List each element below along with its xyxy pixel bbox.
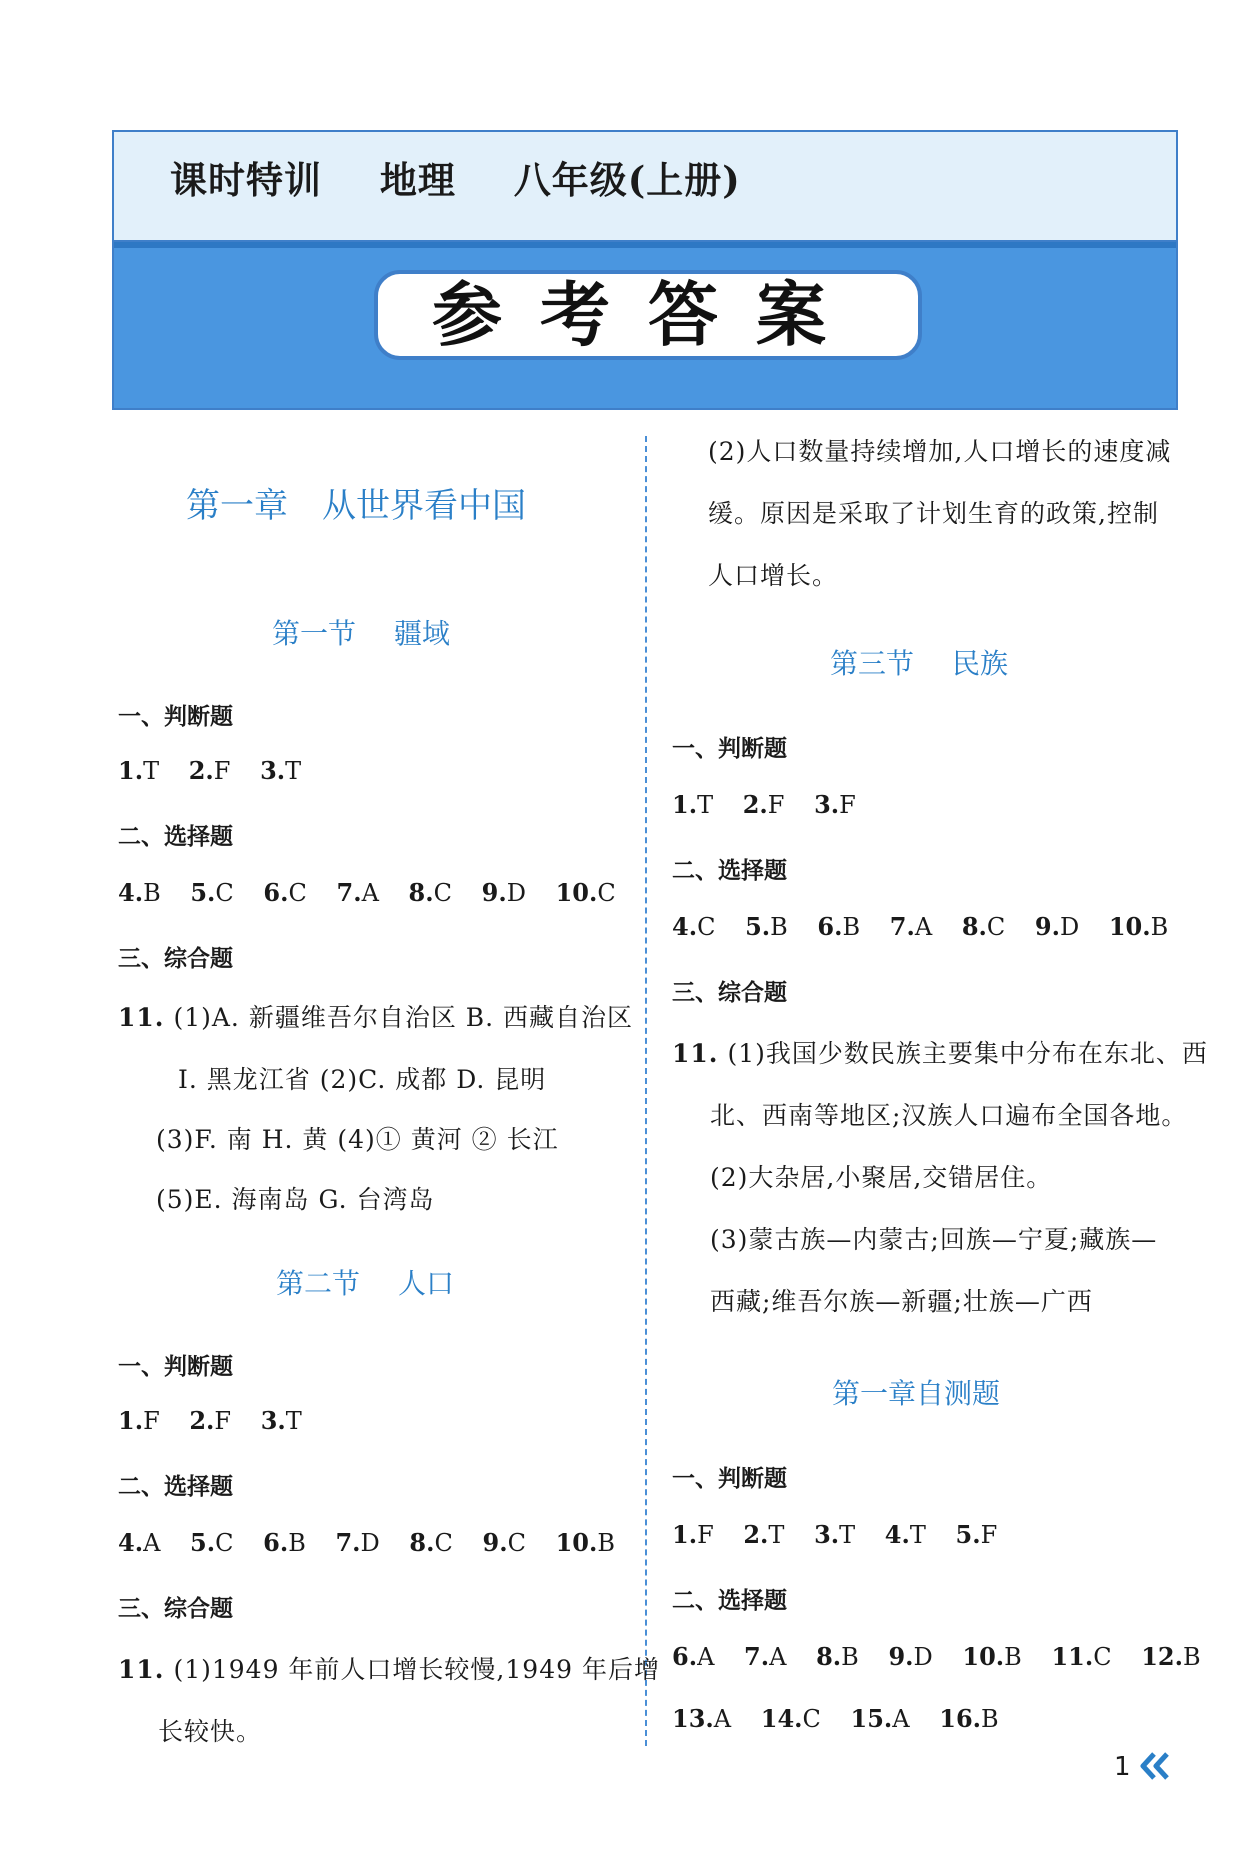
answer-item: 9.D (1034, 912, 1080, 941)
answer-item: 12.B (1141, 1642, 1201, 1671)
subject-name: 地理 (379, 158, 456, 202)
answer-item: 7.A (336, 878, 379, 907)
answer-item: 5.C (190, 878, 234, 907)
section-title (272, 612, 450, 652)
answer-item: 1.F (118, 1406, 160, 1435)
answer-item: 10.B (1108, 912, 1169, 941)
answer-item: 4.C (672, 912, 716, 941)
answer-item: 9.D (888, 1642, 933, 1671)
section-title (830, 642, 1008, 682)
answer-item: 16.B (939, 1704, 999, 1733)
book-info (170, 150, 785, 204)
answer-row (672, 912, 1190, 941)
answer-item: 3.F (814, 790, 856, 819)
answer-item: 4.A (118, 1528, 161, 1557)
answer-text-line: 缓。原因是采取了计划生育的政策,控制 (708, 499, 1159, 528)
answer-item: 6.A (672, 1642, 715, 1671)
question-type-heading: 一、判断题 (118, 1354, 233, 1380)
section-name: 民族 (952, 647, 1009, 680)
question-type-heading: 三、综合题 (118, 1596, 233, 1622)
answer-row (672, 1520, 1019, 1549)
answer-item: 4.T (884, 1520, 926, 1549)
answer-item: 3.T (260, 756, 302, 785)
answer-text-line: 11. (1)1949 年前人口增长较慢,1949 年后增 (118, 1655, 660, 1684)
answer-item: 5.B (745, 912, 788, 941)
answer-text-line: 西藏;维吾尔族—新疆;壮族—广西 (710, 1287, 1093, 1316)
answer-text-line: (2)大杂居,小聚居,交错居住。 (710, 1163, 1053, 1192)
answer-item: 1.T (118, 756, 160, 785)
answer-item: 2.F (188, 756, 231, 785)
series-name: 课时特训 (170, 158, 322, 202)
answer-text-line: 北、西南等地区;汉族人口遍布全国各地。 (710, 1101, 1188, 1130)
section-title: 第一章自测题 (832, 1377, 1001, 1410)
answer-item: 3.T (260, 1406, 302, 1435)
answer-item: 10.B (555, 1528, 615, 1557)
answer-item: 1.F (672, 1520, 714, 1549)
section-number: 第三节 (830, 647, 915, 680)
answer-item: 14.C (760, 1704, 821, 1733)
answer-item: 7.A (889, 912, 933, 941)
answer-text-line: (3)F. 南 H. 黄 (4)① 黄河 ② 长江 (156, 1125, 559, 1154)
answer-item: 8.C (409, 1528, 453, 1557)
section-number: 第一节 (272, 617, 357, 650)
question-type-heading: 三、综合题 (118, 946, 233, 972)
answer-item: 9.D (481, 878, 526, 907)
section-number: 第二节 (276, 1267, 361, 1300)
double-chevron-left-icon (1138, 1750, 1172, 1782)
answer-item: 13.A (672, 1704, 732, 1733)
page-title: 参考答案 (374, 270, 922, 360)
question-type-heading: 二、选择题 (672, 1588, 787, 1614)
answer-item: 15.A (850, 1704, 910, 1733)
page-number: 1 (1114, 1752, 1131, 1782)
answer-item: 7.A (744, 1642, 787, 1671)
chapter-number: 第一章 (186, 486, 288, 526)
answer-item: 8.C (408, 878, 452, 907)
header-box (112, 130, 1178, 410)
question-type-heading: 二、选择题 (118, 1474, 233, 1500)
answer-item: 2.T (743, 1520, 785, 1549)
answer-item: 2.F (742, 790, 785, 819)
answer-item: 4.B (118, 878, 161, 907)
column-divider (645, 436, 647, 1746)
answer-item: 10.C (555, 878, 616, 907)
answer-item: 6.C (263, 878, 307, 907)
answer-item: 5.F (955, 1520, 998, 1549)
answer-text-line: (2)人口数量持续增加,人口增长的速度减 (708, 437, 1172, 466)
answer-text-line: 人口增长。 (708, 561, 839, 590)
answer-row (118, 878, 638, 907)
grade-name: 八年级(上册) (513, 158, 741, 202)
answer-item: 7.D (335, 1528, 380, 1557)
answer-row (672, 790, 878, 819)
question-type-heading: 三、综合题 (672, 980, 787, 1006)
answer-text-line: 长较快。 (158, 1717, 263, 1746)
answer-item: 8.C (961, 912, 1006, 941)
answer-row (672, 1642, 1223, 1671)
question-type-heading: 一、判断题 (118, 704, 233, 730)
answer-text-line: (3)蒙古族—内蒙古;回族—宁夏;藏族— (710, 1225, 1158, 1254)
answer-row (118, 756, 323, 785)
section-name: 人口 (398, 1267, 455, 1300)
answer-item: 10.B (962, 1642, 1022, 1671)
answer-item: 3.T (814, 1520, 856, 1549)
answer-item: 8.B (816, 1642, 859, 1671)
question-type-heading: 二、选择题 (118, 824, 233, 850)
question-type-heading: 一、判断题 (672, 736, 787, 762)
answer-row (672, 1704, 1021, 1733)
section-title (276, 1262, 454, 1302)
section-name: 疆域 (394, 617, 451, 650)
answer-item: 5.C (190, 1528, 234, 1557)
answer-item: 1.T (672, 790, 714, 819)
header-top-band (114, 132, 1176, 242)
question-type-heading: 二、选择题 (672, 858, 787, 884)
answer-text-line: I. 黑龙江省 (2)C. 成都 D. 昆明 (178, 1065, 547, 1094)
answer-text-line: (5)E. 海南岛 G. 台湾岛 (156, 1185, 435, 1214)
answer-text-line: 11. (1)我国少数民族主要集中分布在东北、西 (672, 1039, 1208, 1068)
chapter-name: 从世界看中国 (322, 486, 526, 526)
answer-item: 6.B (817, 912, 861, 941)
answer-text-line: 11. (1)A. 新疆维吾尔自治区 B. 西藏自治区 (118, 1003, 634, 1032)
answer-item: 11.C (1051, 1642, 1112, 1671)
answer-row (118, 1528, 637, 1557)
answer-item: 6.B (263, 1528, 306, 1557)
chapter-title (186, 478, 526, 527)
question-type-heading: 一、判断题 (672, 1466, 787, 1492)
answer-item: 2.F (189, 1406, 232, 1435)
header-title-band (114, 242, 1176, 408)
answer-row (118, 1406, 324, 1435)
answer-item: 9.C (482, 1528, 526, 1557)
